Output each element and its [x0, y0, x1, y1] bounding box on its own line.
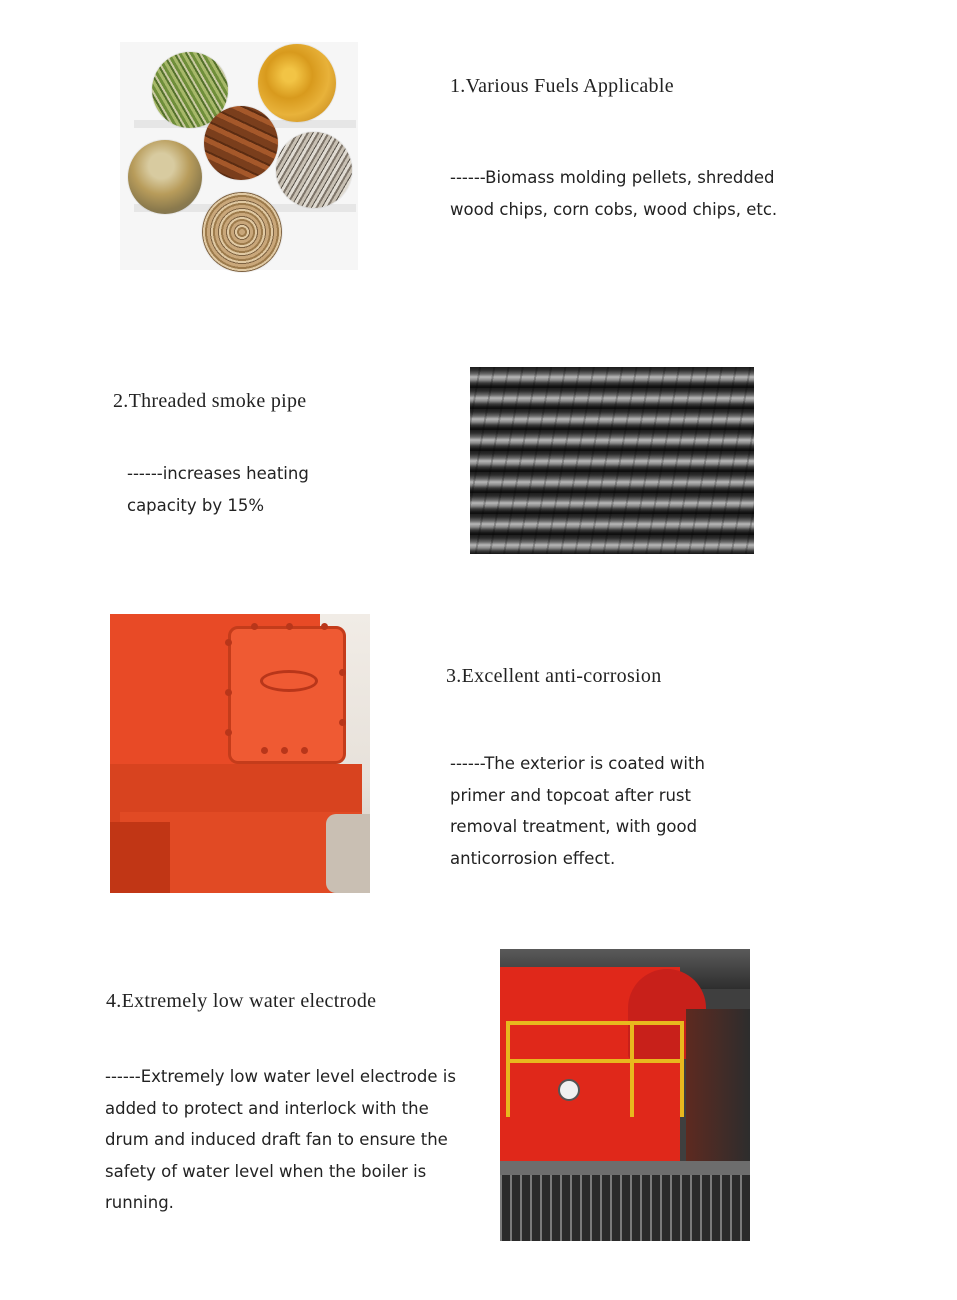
- feature-2-description: ------increases heating capacity by 15%: [127, 464, 309, 515]
- twigs-fuel-sample: [276, 132, 352, 208]
- pellet-fuel-sample: [204, 106, 278, 180]
- anti-corrosion-boiler-image: [110, 614, 370, 893]
- corn-fuel-sample: [258, 44, 336, 122]
- feature-4-title: 4.Extremely low water electrode: [106, 990, 377, 1012]
- threaded-smoke-pipe-image: [470, 367, 754, 554]
- fuel-types-image: [120, 42, 358, 270]
- feature-3-description: ------The exterior is coated with primer and topcoat after rust removal treatment, with good anticorrosion effect.: [450, 754, 705, 868]
- pressure-gauge-icon: [558, 1079, 580, 1101]
- low-water-electrode-boiler-image: [500, 949, 750, 1241]
- feature-1-title: 1.Various Fuels Applicable: [450, 75, 674, 97]
- feature-3-title: 3.Excellent anti-corrosion: [446, 665, 662, 687]
- feature-4-description: ------Extremely low water level electrode is added to protect and interlock with the drum and induced draft fan to ensure the safety of water level when the boiler is running.: [105, 1067, 456, 1212]
- feature-2-title: 2.Threaded smoke pipe: [113, 390, 307, 412]
- feature-1-description: ------Biomass molding pellets, shredded wood chips, corn cobs, wood chips, etc.: [450, 168, 778, 219]
- sawdust-fuel-sample: [202, 192, 282, 272]
- wood-chips-fuel-sample: [128, 140, 202, 214]
